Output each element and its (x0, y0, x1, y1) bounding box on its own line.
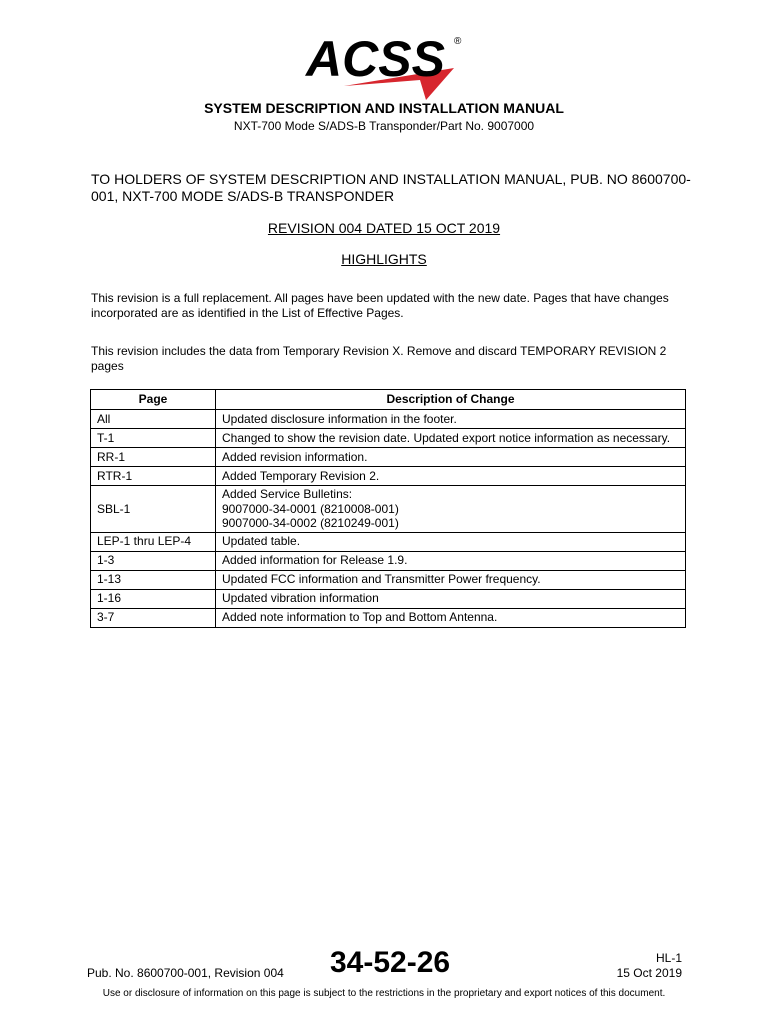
cell-description: Updated table. (216, 532, 686, 551)
header-description: Description of Change (216, 390, 686, 410)
logo-registered-mark: ® (454, 36, 462, 47)
manual-title: SYSTEM DESCRIPTION AND INSTALLATION MANUAL (204, 100, 564, 116)
cell-page: 1-16 (91, 589, 216, 608)
cell-description: Added note information to Top and Bottom Antenna. (216, 608, 686, 627)
cell-page: SBL-1 (91, 486, 216, 533)
footer-date: 15 Oct 2019 (616, 966, 682, 980)
table-row (91, 608, 686, 627)
logo-wordmark: ACSS (306, 31, 445, 87)
footer-ata-code: 34-52-26 (330, 946, 451, 979)
table-header-row (91, 390, 686, 410)
acss-logo (304, 30, 466, 100)
cell-page: RTR-1 (91, 467, 216, 486)
cell-description: Added Temporary Revision 2. (216, 467, 686, 486)
cell-page: All (91, 410, 216, 429)
manual-subtitle: NXT-700 Mode S/ADS-B Transponder/Part No. 9007000 (233, 119, 535, 133)
temporary-revision-paragraph: This revision includes the data from Temporary Revision X. Remove and discard TEMPORARY REVISION 2 pages (91, 344, 667, 373)
table-row (91, 551, 686, 570)
holders-notice: TO HOLDERS OF SYSTEM DESCRIPTION AND INSTALLATION MANUAL, PUB. NO 8600700-001, NXT-700 MODE S/ADS-B TRANSPONDER (91, 171, 691, 204)
table-row (91, 429, 686, 448)
cell-page: 3-7 (91, 608, 216, 627)
highlights-heading: HIGHLIGHTS (341, 251, 427, 267)
cell-page: 1-13 (91, 570, 216, 589)
table-row (91, 467, 686, 486)
cell-description: Added revision information. (216, 448, 686, 467)
cell-description: Added information for Release 1.9. (216, 551, 686, 570)
table-row (91, 486, 686, 533)
replacement-paragraph: This revision is a full replacement. All pages have been updated with the new date. Pages that have changes incorporated are as identified in the List of Effective Pages. (91, 291, 669, 320)
footer-page-number: HL-1 (655, 951, 682, 965)
cell-description: Added Service Bulletins: 9007000-34-0001 (8210008-001) 9007000-34-0002 (8210249-001) (216, 486, 686, 533)
table-row (91, 410, 686, 429)
table-row (91, 570, 686, 589)
cell-page: LEP-1 thru LEP-4 (91, 532, 216, 551)
table-row (91, 448, 686, 467)
cell-description: Updated vibration information (216, 589, 686, 608)
cell-page: T-1 (91, 429, 216, 448)
changes-table (90, 389, 686, 628)
table-row (91, 532, 686, 551)
table-row (91, 589, 686, 608)
cell-description: Updated FCC information and Transmitter Power frequency. (216, 570, 686, 589)
cell-page: RR-1 (91, 448, 216, 467)
footer-disclosure-notice: Use or disclosure of information on this page is subject to the restrictions in the proprietary and export notices of this document. (102, 988, 666, 999)
cell-page: 1-3 (91, 551, 216, 570)
cell-description: Updated disclosure information in the footer. (216, 410, 686, 429)
cell-description: Changed to show the revision date. Updated export notice information as necessary. (216, 429, 686, 448)
header-page: Page (91, 390, 216, 410)
footer-publication: Pub. No. 8600700-001, Revision 004 (87, 966, 284, 980)
revision-heading: REVISION 004 DATED 15 OCT 2019 (267, 220, 501, 236)
